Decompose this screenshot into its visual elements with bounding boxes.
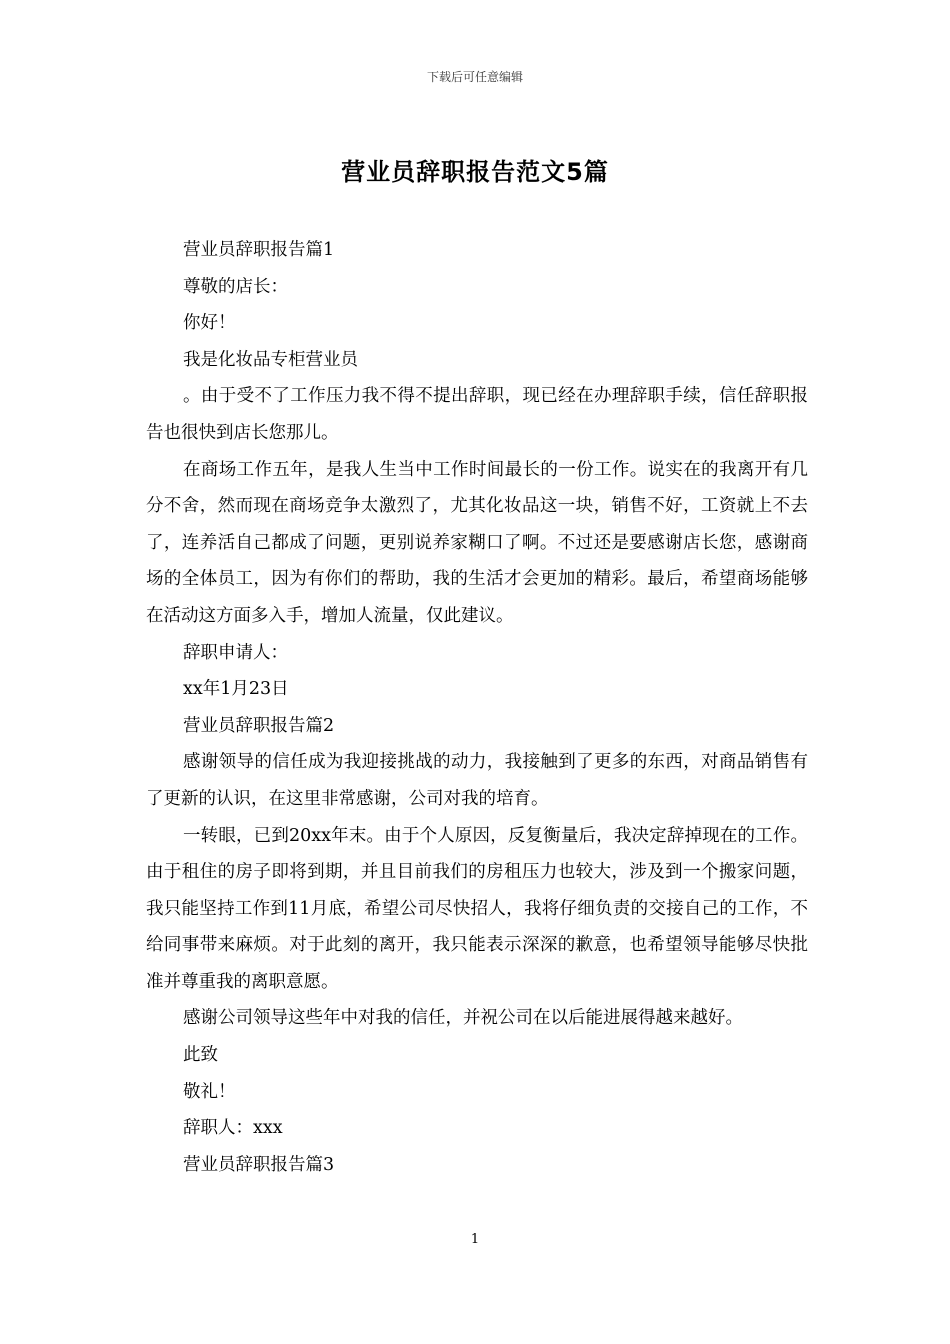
paragraph: 营业员辞职报告篇2 bbox=[183, 715, 335, 736]
document-title: 营业员辞职报告范文5篇 bbox=[341, 158, 609, 186]
paragraph: 敬礼！ bbox=[183, 1081, 236, 1102]
paragraph: 在商场工作五年，是我人生当中工作时间最长的一份工作。说实在的我离开有几分不舍，然而现在商场竞争太激烈了，尤其化妆品这一块，销售不好，工资就上不去了，连养活自己都成了问题，更别说养家糊口了啊。不过还是要感谢店长您，感谢商场的全体员工，因为有你们的帮助，我的生活才会更加的精彩。最后，希望商场能够在活动这方面多入手，增加人流量，仅此建议。 bbox=[146, 459, 808, 626]
paragraph: 辞职人：xxx bbox=[183, 1118, 283, 1139]
paragraph: 。由于受不了工作压力我不得不提出辞职，现已经在办理辞职手续，信任辞职报告也很快到店长您那儿。 bbox=[146, 386, 808, 443]
paragraph: xx年1月23日 bbox=[183, 679, 289, 700]
paragraph: 此致 bbox=[183, 1045, 218, 1066]
header-note: 下载后可任意编辑 bbox=[426, 70, 523, 84]
paragraph: 营业员辞职报告篇3 bbox=[183, 1154, 335, 1175]
paragraph: 尊敬的店长： bbox=[183, 276, 288, 297]
paragraph: 辞职申请人： bbox=[183, 642, 288, 663]
page-number: 1 bbox=[470, 1232, 480, 1247]
paragraph: 我是化妆品专柜营业员 bbox=[183, 349, 358, 370]
paragraph: 你好！ bbox=[183, 313, 236, 334]
paragraph: 感谢公司领导这些年中对我的信任，并祝公司在以后能进展得越来越好。 bbox=[183, 1008, 743, 1029]
paragraph: 一转眼，已到20xx年末。由于个人原因，反复衡量后，我决定辞掉现在的工作。由于租住的房子即将到期，并且目前我们的房租压力也较大，涉及到一个搬家问题，我只能坚持工作到11月底，希望公司尽快招人，我将仔细负责的交接自己的工作，不给同事带来麻烦。对于此刻的离开，我只能表示深深的歉意，也希望领导能够尽快批准并尊重我的离职意愿。 bbox=[146, 825, 808, 992]
paragraph: 营业员辞职报告篇1 bbox=[183, 240, 335, 260]
document-body bbox=[146, 232, 808, 1183]
paragraph: 感谢领导的信任成为我迎接挑战的动力，我接触到了更多的东西，对商品销售有了更新的认识，在这里非常感谢，公司对我的培育。 bbox=[146, 752, 808, 809]
